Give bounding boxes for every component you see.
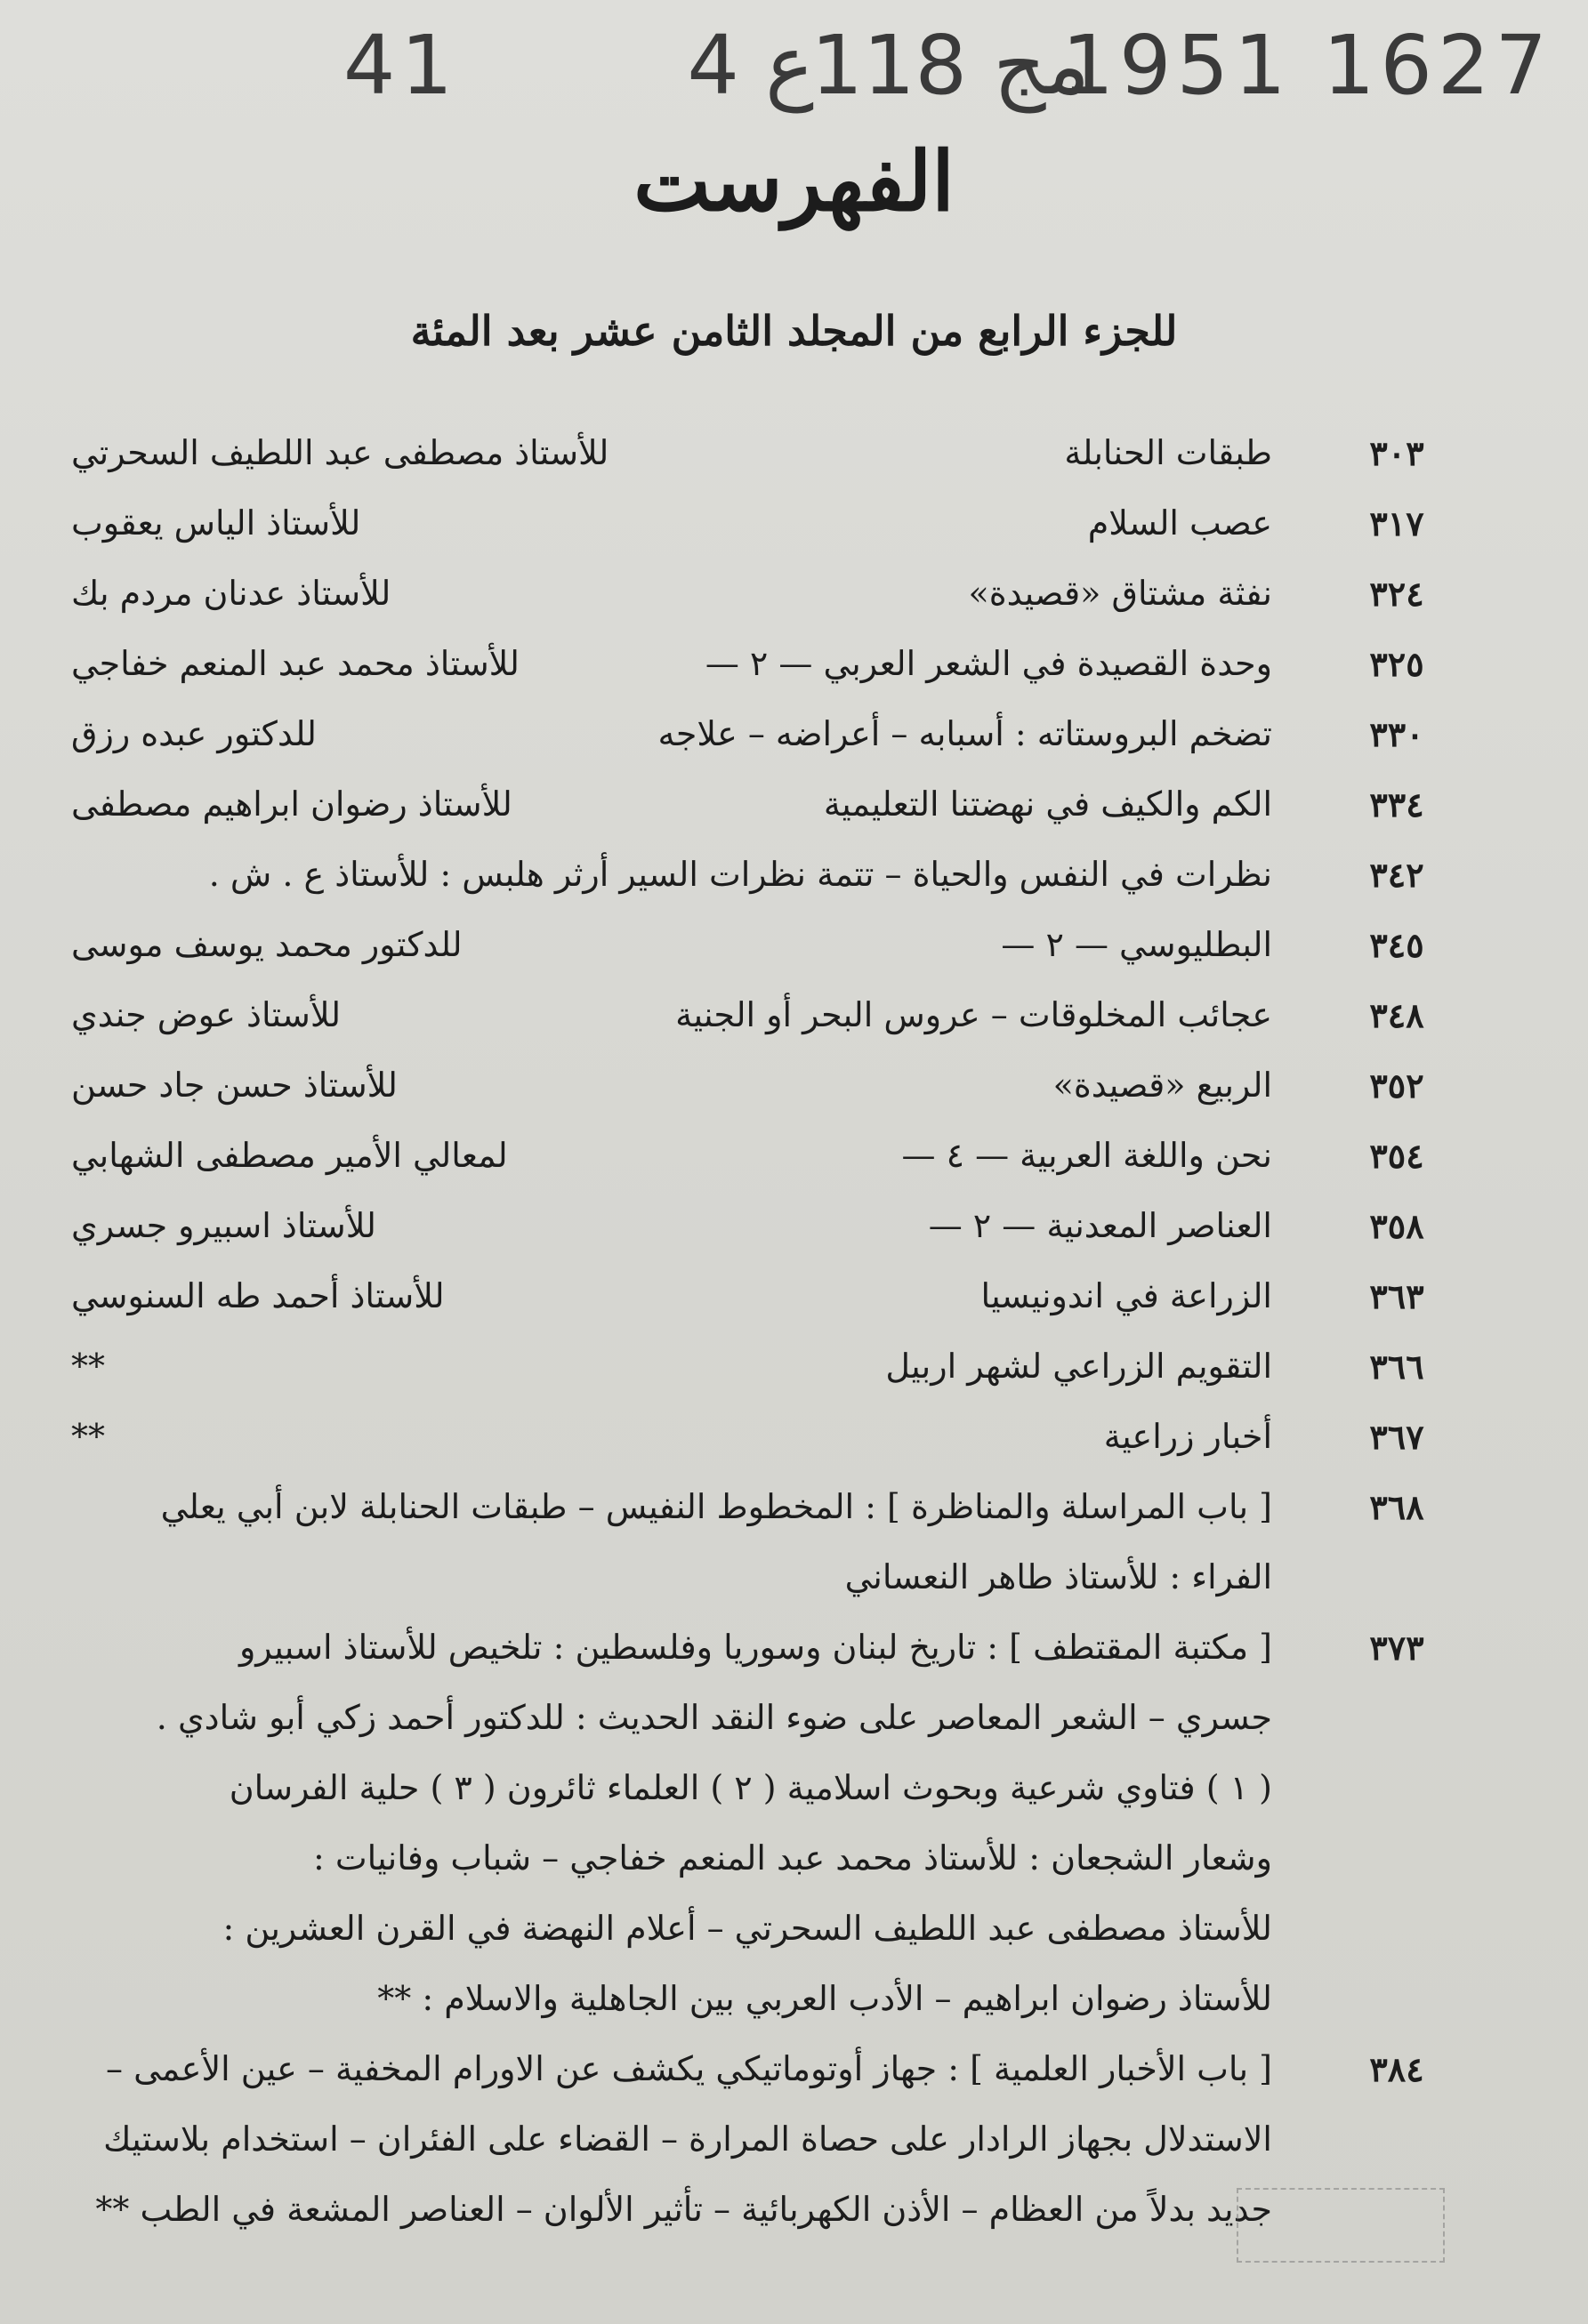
article-author: للأستاذ أحمد طه السنوسي — [71, 1276, 445, 1315]
article-author: للدكتور محمد يوسف موسى — [71, 925, 463, 964]
index-entry — [71, 1261, 1432, 1331]
index-entry — [71, 699, 1432, 769]
article-title: العناصر المعدنية — ٢ — — [928, 1206, 1272, 1245]
article-title: نفثة مشتاق «قصيدة» — [968, 574, 1272, 613]
handwritten-issue: ع 4 — [687, 18, 814, 113]
article-author: للأستاذ رضوان ابراهيم مصطفى — [71, 784, 512, 824]
index-entry-correspondence — [71, 1472, 1432, 1542]
handwritten-volume: مج 118 — [810, 18, 1090, 113]
article-author: للأستاذ الياس يعقوب — [71, 503, 361, 543]
article-title: وحدة القصيدة في الشعر العربي — ٢ — — [705, 644, 1272, 683]
index-entry — [71, 769, 1432, 840]
page-number: ٣٥٢ — [1369, 1066, 1424, 1106]
index-entries — [71, 418, 1432, 2245]
page-number: ٣٨٤ — [1369, 2049, 1424, 2089]
entry-continuation — [71, 1964, 1432, 2034]
page-number: ٣١٧ — [1369, 503, 1424, 543]
entry-continuation — [71, 1542, 1432, 1612]
entry-continuation — [71, 2104, 1432, 2175]
page-subtitle: للجزء الرابع من المجلد الثامن عشر بعد المئة — [410, 307, 1178, 355]
index-entry-library — [71, 1612, 1432, 1683]
article-author: للأستاذ حسن جاد حسن — [71, 1066, 398, 1105]
article-author: للأستاذ عدنان مردم بك — [71, 574, 391, 613]
article-author: للأستاذ مصطفى عبد اللطيف السحرتي — [71, 433, 609, 472]
article-title: الربيع «قصيدة» — [1052, 1066, 1272, 1105]
article-title: البطليوسي — ٢ — — [1001, 925, 1272, 964]
entry-line: الفراء : للأستاذ طاهر النعساني — [844, 1557, 1272, 1596]
index-entry — [71, 1121, 1432, 1191]
handwritten-year-number: 1951 1627 — [1061, 18, 1552, 113]
index-entry — [71, 1331, 1432, 1402]
article-title-with-author: نظرات في النفس والحياة – تتمة نظرات السير أرثر هلبس : للأستاذ ع . ش . — [208, 855, 1272, 894]
entry-line: وشعار الشجعان : للأستاذ محمد عبد المنعم خفاجي – شباب وفانيات : — [312, 1838, 1272, 1878]
page-number: ٣٢٥ — [1369, 644, 1424, 684]
entry-continuation — [71, 1823, 1432, 1894]
entry-continuation — [71, 2175, 1432, 2245]
article-author: لمعالي الأمير مصطفى الشهابي — [71, 1136, 508, 1175]
article-title: الكم والكيف في نهضتنا التعليمية — [823, 784, 1272, 824]
entry-line: جسري – الشعر المعاصر على ضوء النقد الحديث : للدكتور أحمد زكي أبو شادي . — [156, 1698, 1272, 1737]
handwritten-shelf-number: 41 — [343, 18, 458, 113]
entry-continuation — [71, 1753, 1432, 1823]
article-title: عصب السلام — [1087, 503, 1272, 543]
page-number: ٣٦٨ — [1369, 1487, 1424, 1527]
index-entry — [71, 488, 1432, 559]
handwritten-catalog-note — [178, 18, 1552, 116]
entry-line: ( ١ ) فتاوي شرعية وبحوث اسلامية ( ٢ ) العلماء ثائرون ( ٣ ) حلية الفرسان — [229, 1768, 1272, 1807]
index-entry — [71, 980, 1432, 1050]
article-title: عجائب المخلوقات – عروس البحر أو الجنية — [675, 995, 1272, 1034]
article-author: ** — [71, 1347, 105, 1386]
page-number: ٣٥٤ — [1369, 1136, 1424, 1176]
page-number: ٣٣٤ — [1369, 784, 1424, 824]
article-author: للأستاذ عوض جندي — [71, 995, 342, 1034]
index-entry — [71, 1191, 1432, 1261]
entry-line: [ مكتبة المقتطف ] : تاريخ لبنان وسوريا وفلسطين : تلخيص للأستاذ اسبيرو — [238, 1628, 1272, 1667]
page-number: ٣٦٦ — [1369, 1347, 1424, 1387]
page-number: ٣٢٤ — [1369, 574, 1424, 614]
page-number: ٣٦٣ — [1369, 1276, 1424, 1316]
page-number: ٣٦٧ — [1369, 1417, 1424, 1457]
entry-line: للأستاذ مصطفى عبد اللطيف السحرتي – أعلام النهضة في القرن العشرين : — [222, 1909, 1272, 1948]
entry-continuation — [71, 1683, 1432, 1753]
entry-continuation — [71, 1894, 1432, 1964]
entry-line: للأستاذ رضوان ابراهيم – الأدب العربي بين الجاهلية والاسلام : ** — [377, 1979, 1272, 2018]
article-author: ** — [71, 1417, 105, 1456]
article-author: للأستاذ محمد عبد المنعم خفاجي — [71, 644, 520, 683]
article-author: للدكتور عبده رزق — [71, 714, 317, 753]
entry-line: الاستدلال بجهاز الرادار على حصاة المرارة – القضاء على الفئران – استخدام بلاستيك — [103, 2119, 1272, 2159]
article-title: أخبار زراعية — [1103, 1417, 1272, 1456]
index-entry — [71, 418, 1432, 488]
page-number: ٣٧٣ — [1369, 1628, 1424, 1668]
article-author: للأستاذ اسبيرو جسري — [71, 1206, 376, 1245]
index-entry — [71, 910, 1432, 980]
entry-line: [ باب الأخبار العلمية ] : جهاز أوتوماتيكي يكشف عن الاورام المخفية – عين الأعمى – — [106, 2049, 1272, 2088]
page-title: الفهرست — [633, 133, 955, 229]
index-entry — [71, 629, 1432, 699]
page-number: ٣٣٠ — [1369, 714, 1424, 754]
entry-line: [ باب المراسلة والمناظرة ] : المخطوط النفيس – طبقات الحنابلة لابن أبي يعلي — [160, 1487, 1272, 1526]
page-number: ٣٤٨ — [1369, 995, 1424, 1035]
library-stamp — [1237, 2188, 1445, 2263]
page-number: ٣٤٥ — [1369, 925, 1424, 965]
article-title: تضخم البروستاته : أسبابه – أعراضه – علاجه — [657, 714, 1272, 753]
index-entry — [71, 1050, 1432, 1121]
article-title: التقويم الزراعي لشهر اربيل — [885, 1347, 1272, 1386]
page-number: ٣٤٢ — [1369, 855, 1424, 895]
entry-line: جديد بدلاً من العظام – الأذن الكهربائية – تأثير الألوان – العناصر المشعة في الطب ** — [95, 2190, 1272, 2229]
article-title: الزراعة في اندونيسيا — [980, 1276, 1272, 1315]
page-number: ٣٥٨ — [1369, 1206, 1424, 1246]
index-entry-science-news — [71, 2034, 1432, 2104]
index-entry — [71, 1402, 1432, 1472]
index-entry — [71, 840, 1432, 910]
article-title: نحن واللغة العربية — ٤ — — [901, 1136, 1272, 1175]
article-title: طبقات الحنابلة — [1064, 433, 1272, 472]
index-entry — [71, 559, 1432, 629]
page-number: ٣٠٣ — [1369, 433, 1424, 473]
